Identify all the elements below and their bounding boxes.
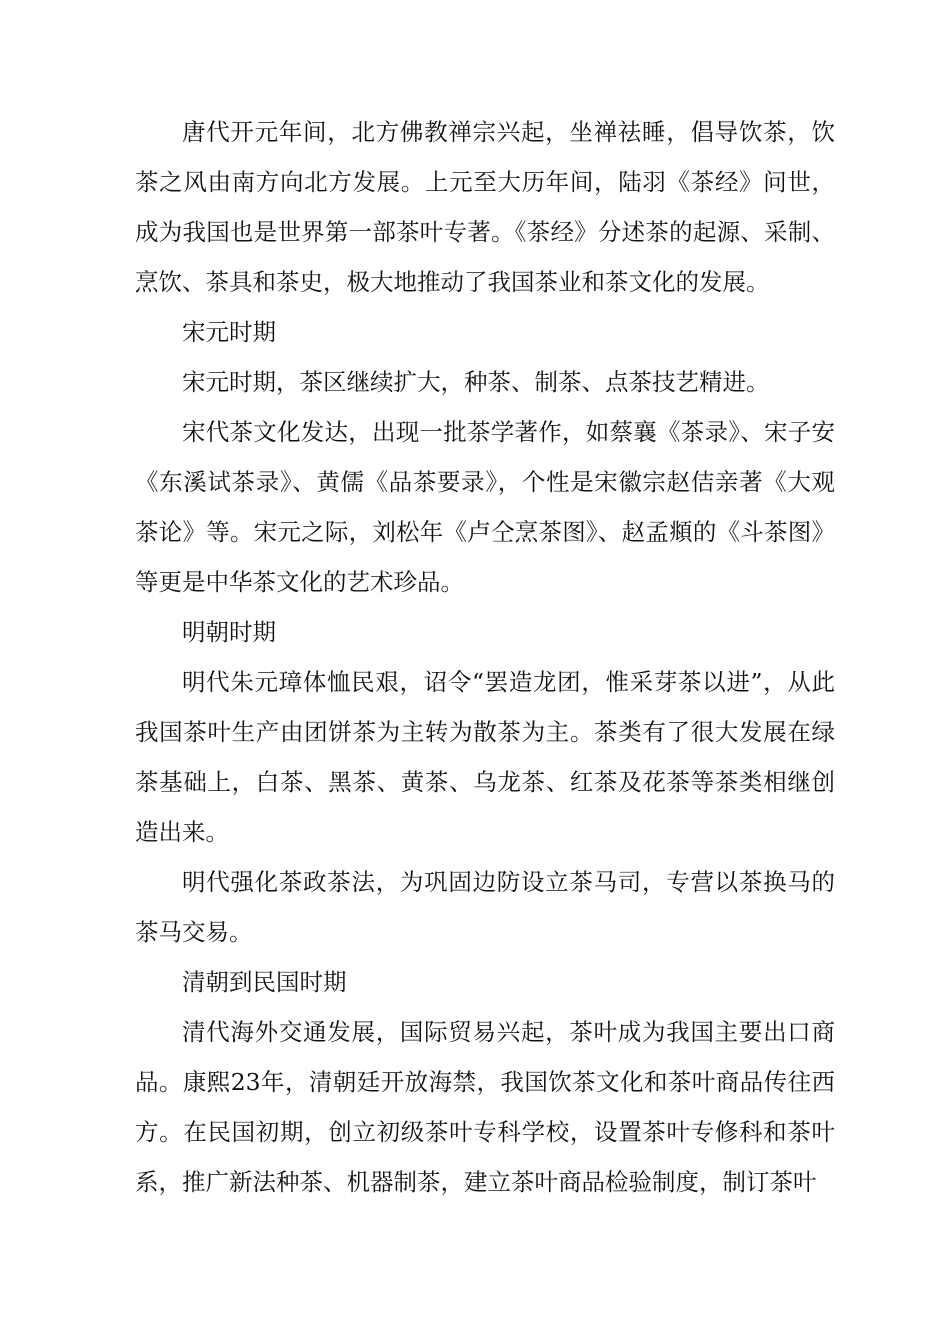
paragraph-ming-loose-tea: 明代朱元璋体恤民艰，诏令“罢造龙团，惟采芽茶以进”，从此我国茶叶生产由团饼茶为主转为散茶为主。茶类有了很大发展在绿茶基础上，白茶、黑茶、黄茶、乌龙茶、红茶及花茶等茶类相继创造出来。 bbox=[135, 668, 835, 846]
section-heading-song-yuan: 宋元时期 bbox=[182, 318, 276, 346]
paragraph-qing-republic: 清代海外交通发展，国际贸易兴起，茶叶成为我国主要出口商品。康熙23年，清朝廷开放海禁，我国饮茶文化和茶叶商品传往西方。在民国初期，创立初级茶叶专科学校，设置茶叶专修科和茶叶系，推广新法种茶、机器制茶，建立茶叶商品检验制度，制订茶叶 bbox=[135, 1018, 835, 1196]
paragraph-song-yuan-overview: 宋元时期，茶区继续扩大，种茶、制茶、点茶技艺精进。 bbox=[182, 368, 770, 396]
paragraph-tang-dynasty: 唐代开元年间，北方佛教禅宗兴起，坐禅祛睡，倡导饮茶，饮茶之风由南方向北方发展。上元至大历年间，陆羽《茶经》问世，成为我国也是世界第一部茶叶专著。《茶经》分述茶的起源、采制、烹饮、茶具和茶史，极大地推动了我国茶业和茶文化的发展。 bbox=[135, 118, 835, 296]
section-heading-qing-republic: 清朝到民国时期 bbox=[182, 968, 347, 996]
paragraph-ming-tea-horse: 明代强化茶政茶法，为巩固边防设立茶马司，专营以茶换马的茶马交易。 bbox=[135, 868, 835, 946]
paragraph-song-tea-culture: 宋代茶文化发达，出现一批茶学著作，如蔡襄《茶录》、宋子安《东溪试茶录》、黄儒《品茶要录》，个性是宋徽宗赵佶亲著《大观茶论》等。宋元之际，刘松年《卢仝烹茶图》、赵孟頫的《斗茶图》等更是中华茶文化的艺术珍品。 bbox=[135, 418, 835, 596]
document-body bbox=[135, 107, 835, 1207]
section-heading-ming: 明朝时期 bbox=[182, 618, 276, 646]
